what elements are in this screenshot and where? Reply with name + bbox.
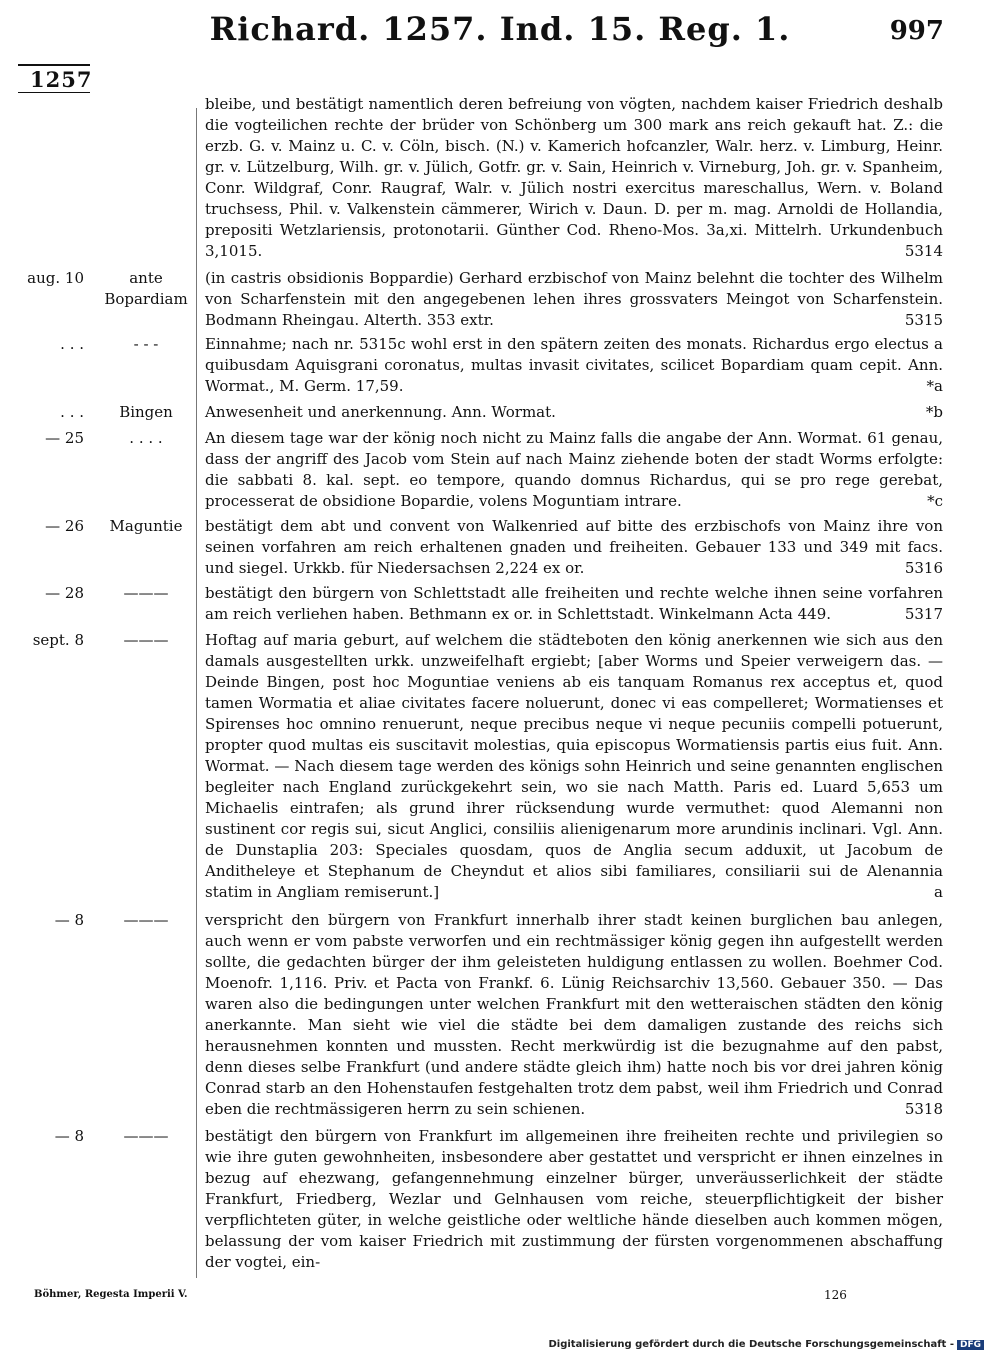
entry-date: . . . <box>60 403 84 421</box>
entry-number: *c <box>927 492 943 510</box>
entry-place: ——— <box>123 584 169 602</box>
entry-date: — 25 <box>45 429 84 447</box>
entry-text: bestätigt den bürgern von Schlettstadt alle freiheiten und rechte welche ihnen seine vorfahren am reich verliehen haben. Bethmann ex or. in Schlettstadt. Winkelmann Acta 449. 5317 <box>205 584 943 623</box>
entry-place: Bingen <box>119 403 173 421</box>
page-header <box>0 8 1000 58</box>
column-divider <box>196 108 197 1278</box>
entry-place: . . . . <box>129 429 163 447</box>
entry-place: ante Bopardiam <box>104 269 188 308</box>
entry-date: — 8 <box>54 911 84 929</box>
entry-number: a <box>934 883 943 901</box>
entry-number: 5317 <box>904 605 943 623</box>
entry-text: bestätigt den bürgern von Frankfurt im allgemeinen ihre freiheiten rechte und privilegien so wie ihre guten gewohnheiten, insbesondere aber gestattet und verspricht er ihnen einzelnes in bezug auf ehezwang, gefangennehmung einzelner bürger, unveräusserlichkeit der städte Frankfurt, Friedberg, Wezlar und Gelnhausen vom reiche, steuerpflichtigkeit der bisher verpflichteten güter, in welche geistliche oder weltliche hände dieselben auch kommen mögen, belassung der vom kaiser Friedrich mit zustimmung der fürsten vorgenommenen abschaffung der vogtei, ein- <box>205 1127 943 1271</box>
page-title: Richard. 1257. Ind. 15. Reg. 1. <box>209 10 791 48</box>
entry-number: *a <box>926 377 943 395</box>
entry-number: 5318 <box>904 1100 943 1118</box>
entry-text: bleibe, und bestätigt namentlich deren befreiung von vögten, nachdem kaiser Friedrich deshalb die vogteilichen rechte der brüder von Schönberg um 300 mark ans reich gekauft hat. Z.: die erzb. G. v. Mainz u. C. v. Cöln, bisch. (N.) v. Kamerich hofcanzler, Walr. herz. v. Limburg, Heinr. gr. v. Lützelburg, Wilh. gr. v. Jülich, Gotfr. gr. v. Sain, Heinrich v. Virneburg, Joh. gr. v. Spanheim, Conr. Wildgraf, Conr. Raugraf, Walr. v. Jülich nostri exercitus mareschallus, Wern. v. Boland truchsess, Phil. v. Valkenstein cämmerer, Wirich v. Daun. D. per m. mag. Arnoldi de Hollandia, prepositi Wetzlariensis, protonotarii. Günther Cod. Rheno-Mos. 3a,xi. Mittelrh. Urkundenbuch 3,1015. 5314 <box>205 95 943 260</box>
footer-signature: 126 <box>824 1288 847 1302</box>
entry-text: verspricht den bürgern von Frankfurt innerhalb ihrer stadt keinen burglichen bau anlegen, auch wenn er vom pabste verworfen und ein rechtmässiger könig gegen ihn aufgestellt werden sollte, die gedachten bürger der ihm geleisteten huldigung entlassen zu wollen. Boehmer Cod. Moenofr. 1,116. Priv. et Pacta von Frankf. 6. Lünig Reichsarchiv 13,560. Gebauer 350. — Das waren also die bedingungen unter welchen Frankfurt mit den wetteraischen städten den könig anerkannte. Man sieht wie viel die städte bei dem damaligen zustande des reichs sich herausnehmen konnten und mussten. Recht merkwürdig ist die bezugnahme auf den pabst, denn dieses selbe Frankfurt (und andere städte gleich ihm) hatte noch bis vor drei jahren könig Conrad starb an den Hohenstaufen festgehalten trotz dem pabst, weil ihm Friedrich und Conrad eben die rechtmässigeren herrn zu sein schienen. 5318 <box>205 911 943 1118</box>
entry-date: — 28 <box>45 584 84 602</box>
year-rule-top <box>18 64 90 66</box>
entry-date: — 26 <box>45 517 84 535</box>
dfg-logo-icon: DFG <box>957 1340 984 1350</box>
entry-text: bestätigt dem abt und convent von Walkenried auf bitte des erzbischofs von Mainz ihre von seinen vorfahren am reich erhaltenen gnaden und freiheiten. Gebauer 133 und 349 mit facs. und siegel. Urkkb. für Niedersachsen 2,224 ex or. 5316 <box>205 517 943 577</box>
year-rule-bottom <box>18 92 90 93</box>
entry-date: sept. 8 <box>32 631 84 649</box>
entry-text: Hoftag auf maria geburt, auf welchem die städteboten den könig anerkennen wie sich aus den damals ausgestellten urkk. unzweifelhaft ergiebt; [aber Worms und Speier verweigern das. — Deinde Bingen, post hoc Moguntiae veniens ab eis tanquam Romanus rex acceptus et, quod tamen Wormatia et aliae civitates facere noluerunt, donec vi eas compelleret; Wormatienses et Spirenses hoc omnino renuerunt, neque precibus neque vi neque pecuniis compelli potuerunt, propter quod multas eis suscitavit molestias, quia episcopus Wormatiensis partis eius fuit. Ann. Wormat. — Nach diesem tage werden des königs sohn Heinrich und seine genannten englischen begleiter nach England zurückgekehrt sein, wo sie nach Matth. Paris ed. Luard 5,653 um Michaelis eintrafen; als grund ihrer rücksendung wurde vermuthet: quod Alemanni non sustinent cor regis sui, sicut Anglici, consiliis alienigenarum more arundinis inclinari. Vgl. Ann. de Dunstaplia 203: Speciales quosdam, quos de Anglia secum adduxit, ut Jacobum de Anditheleye et Stephanum de Cheyndut et alios sibi familiares, consiliarii sui de Alenannia statim in Angliam remiserunt.] a <box>205 631 943 901</box>
entry-place: - - - <box>133 335 159 353</box>
entry-date: aug. 10 <box>27 269 84 287</box>
entry-date: . . . <box>60 335 84 353</box>
entry-text: An diesem tage war der könig noch nicht zu Mainz falls die angabe der Ann. Wormat. 61 genau, dass der angriff des Jacob vom Stein auf nach Mainz ziehende boten der stadt Worms erfolgte: die sabbati 8. kal. sept. eo tempore, quando domnus Richardus, qui se pro rege gerebat, processerat de obsidione Bopardie, volens Moguntiam intrare. *c <box>205 429 943 510</box>
entry-place: Maguntie <box>109 517 183 535</box>
entry-number: 5315 <box>904 311 943 329</box>
entry-place: ——— <box>123 631 169 649</box>
entry-number: 5314 <box>904 242 943 260</box>
entry-text: Einnahme; nach nr. 5315c wohl erst in den spätern zeiten des monats. Richardus ergo electus a quibusdam Aquisgrani coronatus, multas invasit civitates, scilicet Bopardiam quam cepit. Ann. Wormat., M. Germ. 17,59. *a <box>205 335 943 395</box>
entry-text: Anwesenheit und anerkennung. Ann. Wormat. *b <box>205 403 943 421</box>
entry-place: ——— <box>123 911 169 929</box>
year-label: 1257 <box>30 67 93 92</box>
entry-text: (in castris obsidionis Boppardie) Gerhard erzbischof von Mainz belehnt die tochter des Wilhelm von Scharfenstein mit den angegebenen lehen ihres grossvaters Meingot von Scharfenstein. Bodmann Rheingau. Alterth. 353 extr. 5315 <box>205 269 943 329</box>
digitization-credit: Digitalisierung gefördert durch die Deutsche Forschungsgemeinschaft - DFG <box>548 1339 984 1350</box>
entry-number: *b <box>925 403 943 421</box>
footer-source: Böhmer, Regesta Imperii V. <box>34 1289 188 1300</box>
entry-number: 5316 <box>904 559 943 577</box>
entry-date: — 8 <box>54 1127 84 1145</box>
entry-place: ——— <box>123 1127 169 1145</box>
page-number: 997 <box>889 16 944 46</box>
